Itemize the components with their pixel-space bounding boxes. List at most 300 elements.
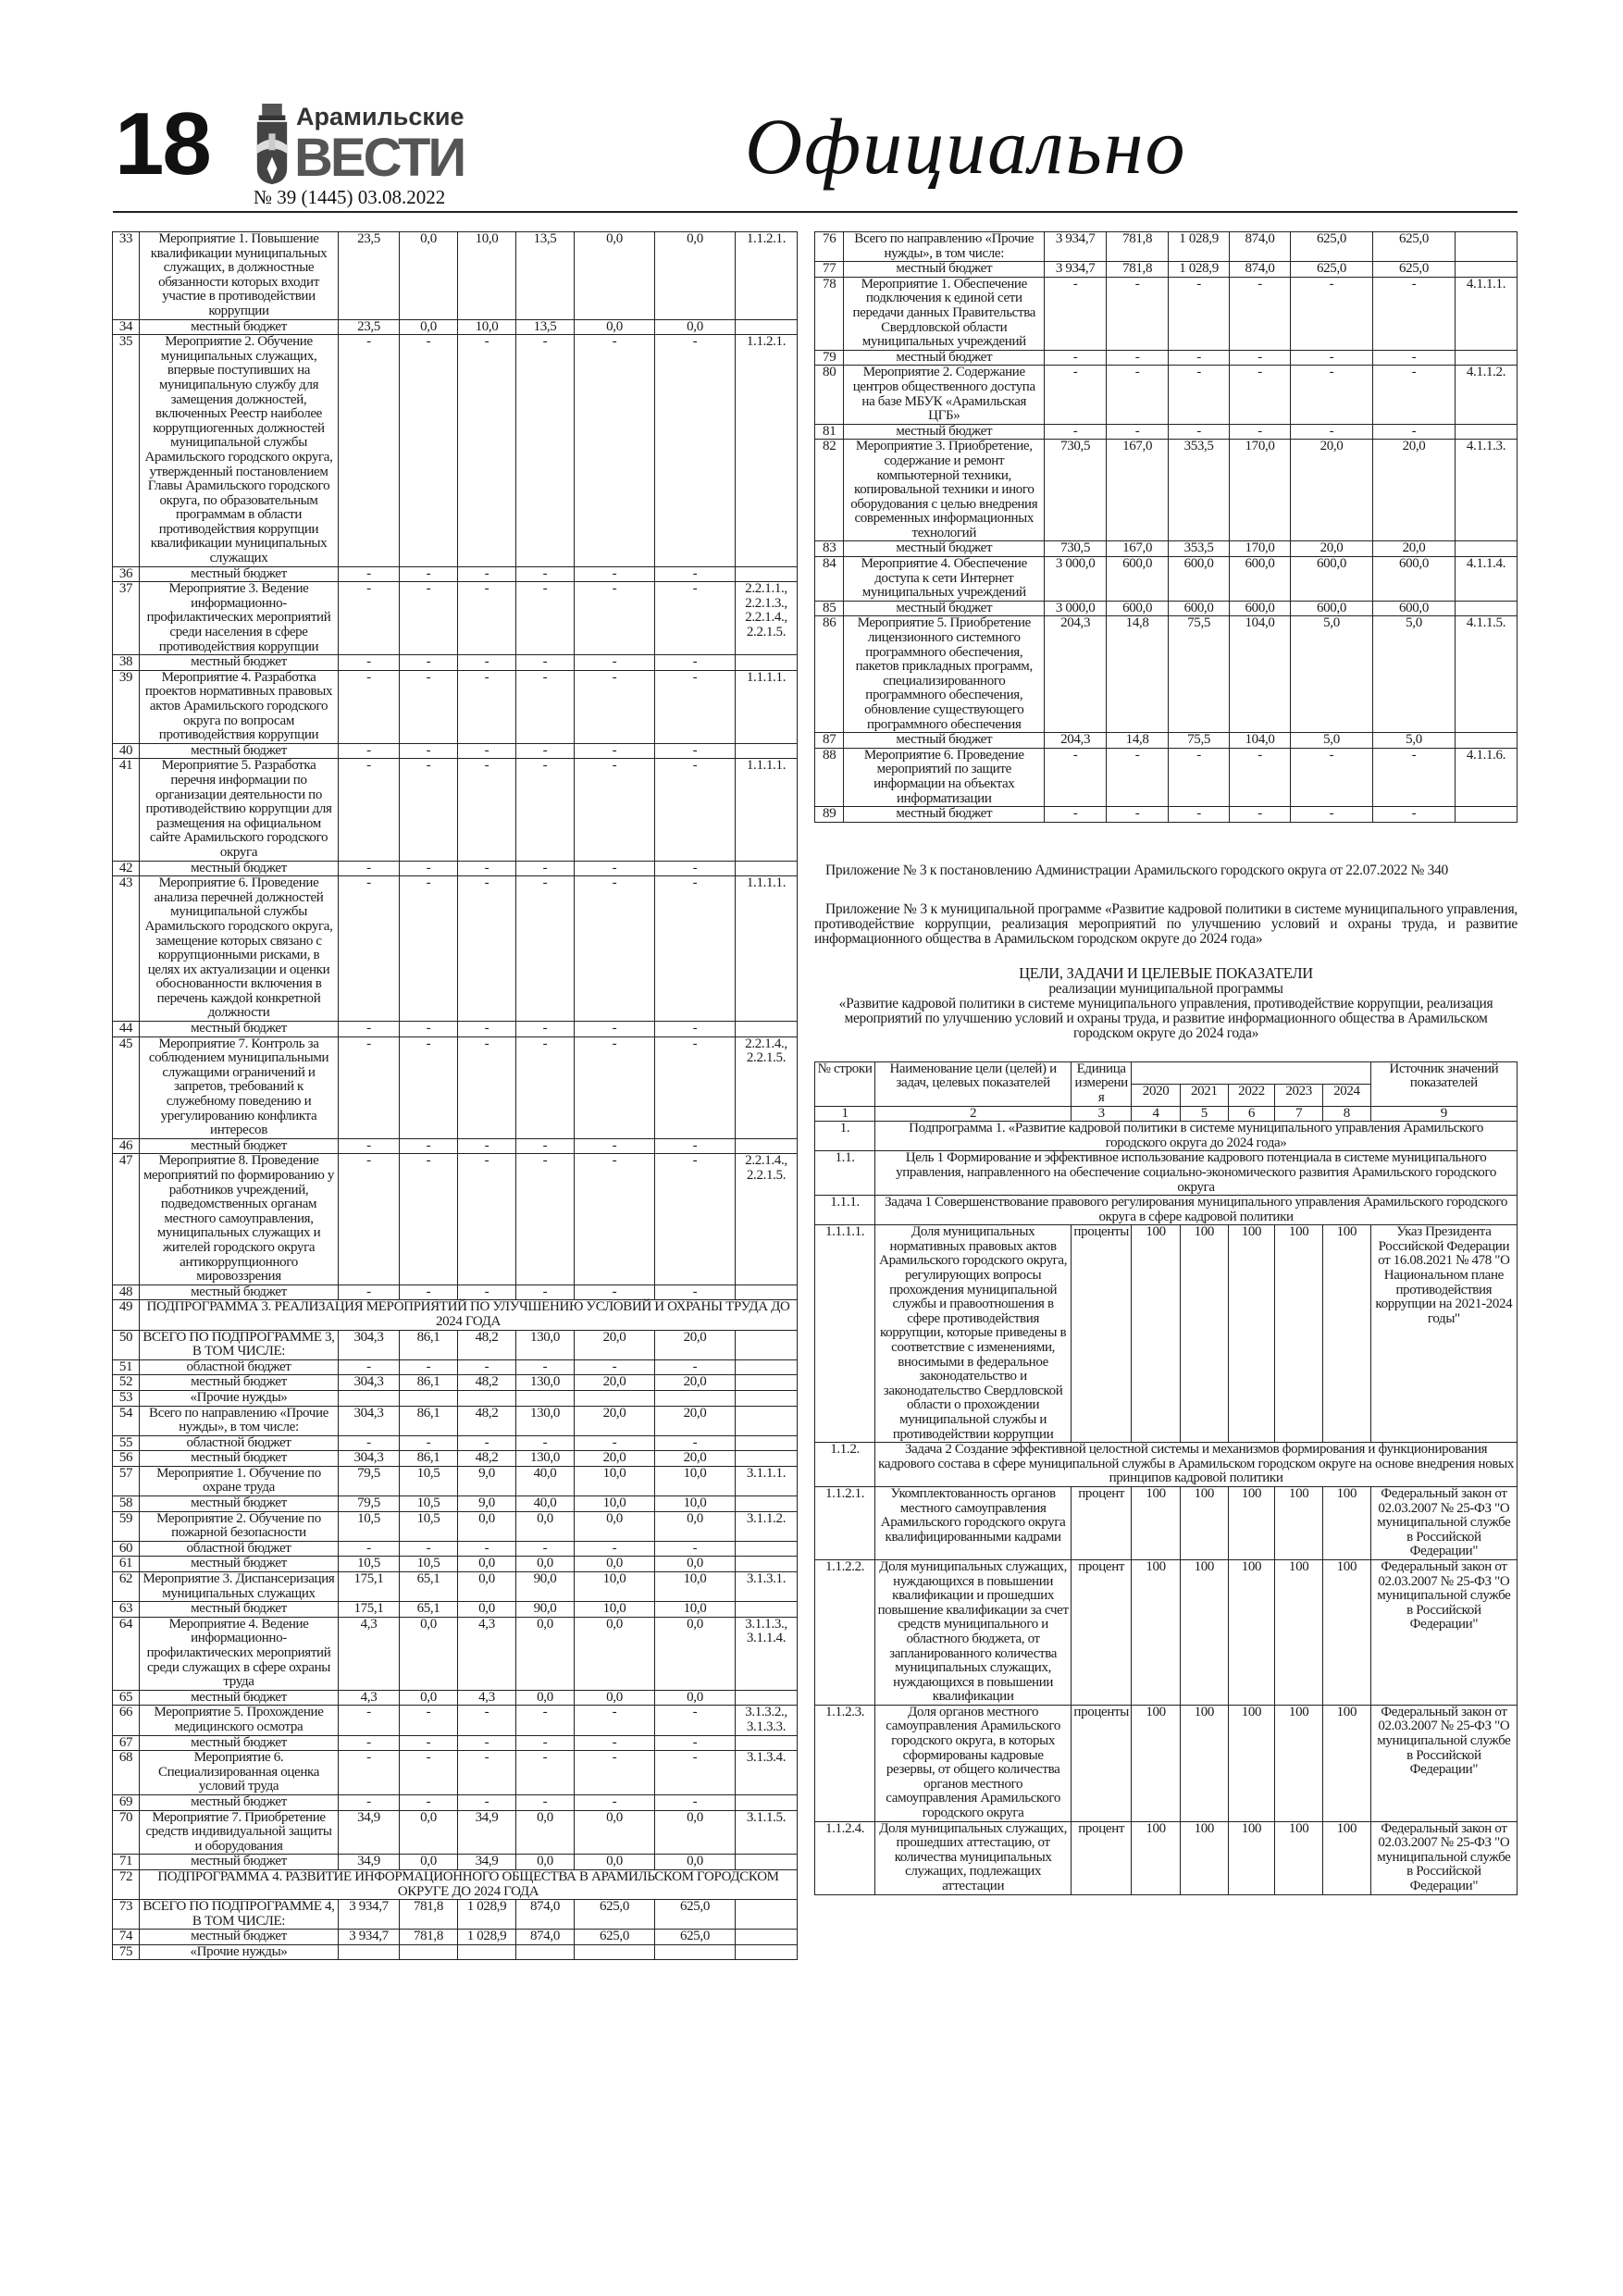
table-row: [113, 1735, 798, 1751]
amount-cell: 600,0: [1373, 601, 1456, 616]
amount-cell: -: [1291, 807, 1373, 823]
goals-row: [815, 1705, 1518, 1821]
amount-cell: 3 000,0: [1045, 557, 1107, 602]
amount-cell: -: [400, 1138, 458, 1154]
table-row: [113, 1869, 798, 1899]
amount-cell: 23,5: [339, 232, 400, 320]
table-row: [113, 876, 798, 1022]
amount-cell: 79,5: [339, 1496, 400, 1512]
amount-cell: 874,0: [516, 1930, 575, 1945]
amount-cell: -: [400, 1794, 458, 1810]
page-number: 18: [115, 94, 210, 193]
amount-cell: 0,0: [655, 319, 736, 335]
amount-cell: -: [1107, 748, 1169, 806]
table-row: [113, 319, 798, 335]
amount-cell: 34,9: [458, 1855, 516, 1870]
source: Федеральный закон от 02.03.2007 № 25-ФЗ "О муниципальной службе в Российской Федерации": [1370, 1705, 1517, 1821]
header-name: Наименование цели (целей) и задач, целевых показателей: [875, 1061, 1072, 1106]
goals-row: [815, 1443, 1518, 1487]
amount-cell: 34,9: [339, 1810, 400, 1855]
amount-cell: 4,3: [339, 1690, 400, 1706]
table-row: [815, 616, 1518, 733]
amount-cell: -: [458, 1036, 516, 1138]
amount-cell: [458, 1390, 516, 1406]
row-name: областной бюджет: [140, 1541, 339, 1557]
target-code: [736, 1138, 798, 1154]
amount-cell: -: [400, 670, 458, 743]
amount-cell: -: [1230, 748, 1291, 806]
goals-column-numbers-row: [815, 1106, 1518, 1122]
amount-cell: -: [1169, 424, 1230, 440]
amount-cell: -: [575, 566, 655, 582]
table-row: [113, 1466, 798, 1496]
goals-table: [814, 1061, 1518, 1895]
goals-row: [815, 1486, 1518, 1559]
amount-cell: -: [339, 1735, 400, 1751]
amount-cell: 13,5: [516, 319, 575, 335]
amount-cell: 0,0: [516, 1617, 575, 1690]
amount-cell: -: [1107, 277, 1169, 350]
amount-cell: -: [458, 1138, 516, 1154]
amount-cell: 600,0: [1291, 601, 1373, 616]
target-code: [736, 1359, 798, 1375]
row-name: местный бюджет: [140, 1375, 339, 1391]
amount-cell: 0,0: [575, 1617, 655, 1690]
row-number: 88: [815, 748, 844, 806]
row-number: 52: [113, 1375, 140, 1391]
amount-cell: 130,0: [516, 1330, 575, 1359]
amount-cell: [655, 1390, 736, 1406]
target-code: [1455, 807, 1517, 823]
amount-cell: [516, 1390, 575, 1406]
amount-cell: 10,0: [655, 1572, 736, 1602]
amount-cell: -: [458, 1154, 516, 1285]
amount-cell: 0,0: [400, 1617, 458, 1690]
amount-cell: 20,0: [1373, 440, 1456, 541]
row-code: 1.: [815, 1122, 875, 1151]
amount-cell: 13,5: [516, 232, 575, 320]
amount-cell: -: [400, 655, 458, 671]
amount-cell: -: [655, 566, 736, 582]
row-name: местный бюджет: [140, 1602, 339, 1618]
target-code: 1.1.1.1.: [736, 759, 798, 861]
target-code: [736, 1022, 798, 1037]
amount-cell: -: [339, 1138, 400, 1154]
target-code: [736, 319, 798, 335]
amount-cell: -: [1373, 748, 1456, 806]
row-number: 37: [113, 582, 140, 655]
issue-info: № 39 (1445) 03.08.2022: [254, 186, 446, 208]
goals-row: [815, 1559, 1518, 1705]
amount-cell: 167,0: [1107, 440, 1169, 541]
amount-cell: -: [339, 759, 400, 861]
amount-cell: [458, 1944, 516, 1960]
target-code: [736, 1496, 798, 1512]
amount-cell: -: [516, 670, 575, 743]
amount-cell: -: [655, 655, 736, 671]
amount-cell: -: [1169, 807, 1230, 823]
amount-cell: -: [655, 876, 736, 1022]
amount-cell: -: [458, 861, 516, 876]
row-number: 71: [113, 1855, 140, 1870]
row-number: 78: [815, 277, 844, 350]
row-name: местный бюджет: [140, 655, 339, 671]
amount-cell: 781,8: [400, 1900, 458, 1930]
amount-cell: -: [1373, 807, 1456, 823]
amount-cell: 1 028,9: [458, 1900, 516, 1930]
amount-cell: -: [1373, 277, 1456, 350]
amount-cell: 104,0: [1230, 616, 1291, 733]
target-code: 4.1.1.3.: [1455, 440, 1517, 541]
year-value: 100: [1275, 1486, 1323, 1559]
amount-cell: -: [1107, 350, 1169, 366]
row-code: 1.1.2.1.: [815, 1486, 875, 1559]
amount-cell: [655, 1944, 736, 1960]
amount-cell: -: [575, 1359, 655, 1375]
amount-cell: 600,0: [1291, 557, 1373, 602]
amount-cell: -: [516, 1022, 575, 1037]
table-row: [113, 1285, 798, 1300]
target-code: [736, 1557, 798, 1572]
goals-row: [815, 1196, 1518, 1225]
amount-cell: 20,0: [655, 1451, 736, 1467]
amount-cell: -: [1045, 350, 1107, 366]
column-number: 7: [1275, 1106, 1323, 1122]
goal-heading: Цель 1 Формирование и эффективное использование кадрового потенциала в системе муниципального управления, направленного на обеспечение социально-экономического развития Арамильского городского округа: [875, 1151, 1518, 1196]
row-name: «Прочие нужды»: [140, 1390, 339, 1406]
row-name: местный бюджет: [844, 733, 1045, 749]
goals-row: [815, 1151, 1518, 1196]
row-number: 51: [113, 1359, 140, 1375]
row-number: 81: [815, 424, 844, 440]
amount-cell: 304,3: [339, 1330, 400, 1359]
table-row: [815, 232, 1518, 262]
amount-cell: 10,0: [655, 1466, 736, 1496]
amount-cell: -: [1291, 424, 1373, 440]
row-name: Мероприятие 4. Разработка проектов нормативных правовых актов Арамильского городского округа по вопросам противодействия коррупции: [140, 670, 339, 743]
amount-cell: -: [575, 1036, 655, 1138]
amount-cell: [339, 1944, 400, 1960]
amount-cell: -: [339, 861, 400, 876]
amount-cell: 0,0: [655, 1617, 736, 1690]
row-name: местный бюджет: [140, 1930, 339, 1945]
amount-cell: -: [339, 566, 400, 582]
amount-cell: -: [655, 1751, 736, 1795]
row-name: местный бюджет: [844, 807, 1045, 823]
year-value: 100: [1275, 1559, 1323, 1705]
amount-cell: -: [458, 566, 516, 582]
amount-cell: -: [339, 1435, 400, 1451]
year-value: 100: [1132, 1705, 1181, 1821]
target-code: [736, 1930, 798, 1945]
amount-cell: -: [575, 1706, 655, 1735]
amount-cell: 304,3: [339, 1451, 400, 1467]
year-value: 100: [1323, 1486, 1371, 1559]
header-year: 2022: [1228, 1084, 1275, 1106]
amount-cell: 130,0: [516, 1451, 575, 1467]
target-code: [1455, 424, 1517, 440]
target-code: 3.1.3.4.: [736, 1751, 798, 1795]
amount-cell: -: [400, 1359, 458, 1375]
row-code: 1.1.1.1.: [815, 1225, 875, 1443]
amount-cell: -: [1107, 366, 1169, 424]
table-row: [113, 582, 798, 655]
amount-cell: 600,0: [1230, 557, 1291, 602]
row-code: 1.1.1.: [815, 1196, 875, 1225]
amount-cell: 625,0: [1373, 262, 1456, 278]
amount-cell: 4,3: [458, 1617, 516, 1690]
target-code: 1.1.2.1.: [736, 335, 798, 567]
amount-cell: -: [655, 1022, 736, 1037]
amount-cell: -: [516, 1036, 575, 1138]
row-number: 73: [113, 1900, 140, 1930]
row-name: Мероприятие 1. Повышение квалификации муниципальных служащих, в должностные обязанности которых входит участие в противодействии коррупции: [140, 232, 339, 320]
section-title: Официально: [745, 102, 1187, 191]
amount-cell: 1 028,9: [1169, 232, 1230, 262]
year-value: 100: [1180, 1821, 1228, 1894]
amount-cell: -: [458, 1359, 516, 1375]
header-year: 2024: [1323, 1084, 1371, 1106]
amount-cell: -: [1169, 277, 1230, 350]
row-number: 76: [815, 232, 844, 262]
amount-cell: 304,3: [339, 1406, 400, 1435]
target-code: [736, 1735, 798, 1751]
row-number: 39: [113, 670, 140, 743]
target-code: [736, 1390, 798, 1406]
amount-cell: -: [458, 743, 516, 759]
amount-cell: 0,0: [575, 1690, 655, 1706]
amount-cell: 90,0: [516, 1602, 575, 1618]
amount-cell: -: [575, 335, 655, 567]
row-number: 83: [815, 541, 844, 557]
target-code: [736, 1406, 798, 1435]
amount-cell: 0,0: [655, 1810, 736, 1855]
goals-header-row: [815, 1061, 1518, 1084]
left-column: [112, 231, 797, 1960]
amount-cell: -: [516, 582, 575, 655]
row-number: 38: [113, 655, 140, 671]
amount-cell: -: [400, 1541, 458, 1557]
amount-cell: -: [1230, 350, 1291, 366]
row-number: 42: [113, 861, 140, 876]
row-name: Мероприятие 3. Ведение информационно-профилактических мероприятий среди населения в сфере противодействия коррупции: [140, 582, 339, 655]
year-value: 100: [1323, 1705, 1371, 1821]
amount-cell: -: [1045, 424, 1107, 440]
row-name: Мероприятие 2. Обучение муниципальных служащих, впервые поступивших на муниципальную службу для замещения должностей, включенных Реестр наиболее коррупциогенных должностей муниципальной службы Арамильского городского округа, утвержденный постановлением Главы Арамильского городского округа, по образовательным программам в области противодействия коррупции квалификации муниципальных служащих: [140, 335, 339, 567]
amount-cell: -: [1169, 366, 1230, 424]
row-name: областной бюджет: [140, 1435, 339, 1451]
table-row: [113, 1022, 798, 1037]
row-name: Мероприятие 3. Приобретение, содержание и ремонт компьютерной техники, копировальной техники и иного оборудования с целью внедрения современных информационных технологий: [844, 440, 1045, 541]
amount-cell: -: [339, 1154, 400, 1285]
amount-cell: 10,0: [575, 1602, 655, 1618]
row-name: местный бюджет: [140, 1794, 339, 1810]
table-row: [113, 1900, 798, 1930]
amount-cell: -: [516, 1794, 575, 1810]
table-row: [815, 557, 1518, 602]
target-code: [736, 566, 798, 582]
amount-cell: -: [339, 335, 400, 567]
amount-cell: -: [400, 1751, 458, 1795]
source: Федеральный закон от 02.03.2007 № 25-ФЗ "О муниципальной службе в Российской Федерации": [1370, 1821, 1517, 1894]
amount-cell: -: [339, 1794, 400, 1810]
target-code: [1455, 733, 1517, 749]
row-name: Мероприятие 5. Разработка перечня информации по организации деятельности по противодействию коррупции для размещения на официальном сайте Арамильского городского округа: [140, 759, 339, 861]
row-code: 1.1.2.4.: [815, 1821, 875, 1894]
target-code: 1.1.1.1.: [736, 670, 798, 743]
row-number: 48: [113, 1285, 140, 1300]
amount-cell: -: [575, 582, 655, 655]
row-number: 41: [113, 759, 140, 861]
table-row: [113, 232, 798, 320]
amount-cell: -: [655, 670, 736, 743]
table-row: [113, 1435, 798, 1451]
source: Указ Президента Российской Федерации от 16.08.2021 № 478 "О Национальном плане противодействия коррупции на 2021-2024 годы": [1370, 1225, 1517, 1443]
amount-cell: 625,0: [655, 1930, 736, 1945]
amount-cell: 0,0: [516, 1810, 575, 1855]
row-name: местный бюджет: [140, 1855, 339, 1870]
amount-cell: 10,0: [575, 1496, 655, 1512]
table-row: [113, 1810, 798, 1855]
row-number: 59: [113, 1511, 140, 1541]
row-name: Мероприятие 4. Ведение информационно-профилактических мероприятий среди служащих в сфере охраны труда: [140, 1617, 339, 1690]
amount-cell: 75,5: [1169, 616, 1230, 733]
table-row: [113, 1375, 798, 1391]
table-row: [113, 861, 798, 876]
amount-cell: -: [655, 582, 736, 655]
row-code: 1.1.: [815, 1151, 875, 1196]
amount-cell: -: [458, 1706, 516, 1735]
amount-cell: -: [655, 1359, 736, 1375]
amount-cell: -: [400, 1285, 458, 1300]
amount-cell: -: [1107, 807, 1169, 823]
year-value: 100: [1323, 1821, 1371, 1894]
row-name: ВСЕГО ПО ПОДПРОГРАММЕ 3, В ТОМ ЧИСЛЕ:: [140, 1330, 339, 1359]
target-code: [736, 1690, 798, 1706]
amount-cell: 0,0: [516, 1511, 575, 1541]
amount-cell: 20,0: [575, 1375, 655, 1391]
amount-cell: 0,0: [575, 1511, 655, 1541]
table-row: [113, 670, 798, 743]
amount-cell: 10,0: [655, 1602, 736, 1618]
subprogram-heading: ПОДПРОГРАММА 3. РЕАЛИЗАЦИЯ МЕРОПРИЯТИЙ ПО УЛУЧШЕНИЮ УСЛОВИЙ И ОХРАНЫ ТРУДА ДО 2024 ГОДА: [140, 1300, 798, 1330]
amount-cell: -: [575, 1138, 655, 1154]
amount-cell: -: [1045, 807, 1107, 823]
row-number: 74: [113, 1930, 140, 1945]
row-number: 57: [113, 1466, 140, 1496]
amount-cell: 65,1: [400, 1602, 458, 1618]
budget-table-right: [814, 231, 1518, 823]
target-code: [736, 1375, 798, 1391]
row-name: Мероприятие 4. Обеспечение доступа к сети Интернет муниципальных учреждений: [844, 557, 1045, 602]
amount-cell: 0,0: [575, 232, 655, 320]
amount-cell: 0,0: [458, 1511, 516, 1541]
amount-cell: 23,5: [339, 319, 400, 335]
amount-cell: 20,0: [575, 1451, 655, 1467]
amount-cell: -: [655, 759, 736, 861]
target-code: 1.1.1.1.: [736, 876, 798, 1022]
row-name: местный бюджет: [844, 541, 1045, 557]
row-name: областной бюджет: [140, 1359, 339, 1375]
row-number: 58: [113, 1496, 140, 1512]
amount-cell: 625,0: [655, 1900, 736, 1930]
amount-cell: 5,0: [1291, 733, 1373, 749]
table-row: [113, 1330, 798, 1359]
amount-cell: 10,0: [575, 1572, 655, 1602]
amount-cell: 40,0: [516, 1496, 575, 1512]
amount-cell: 104,0: [1230, 733, 1291, 749]
row-number: 56: [113, 1451, 140, 1467]
amount-cell: -: [575, 1751, 655, 1795]
amount-cell: 0,0: [400, 1855, 458, 1870]
row-number: 61: [113, 1557, 140, 1572]
target-code: 4.1.1.5.: [1455, 616, 1517, 733]
column-number: 9: [1370, 1106, 1517, 1122]
amount-cell: -: [575, 1794, 655, 1810]
target-code: [1455, 350, 1517, 366]
year-value: 100: [1228, 1821, 1275, 1894]
row-number: 44: [113, 1022, 140, 1037]
amount-cell: -: [400, 876, 458, 1022]
row-number: 62: [113, 1572, 140, 1602]
row-name: местный бюджет: [140, 1735, 339, 1751]
amount-cell: 48,2: [458, 1375, 516, 1391]
table-row: [113, 1794, 798, 1810]
row-number: 67: [113, 1735, 140, 1751]
amount-cell: -: [1169, 748, 1230, 806]
amount-cell: 0,0: [400, 1810, 458, 1855]
amount-cell: 600,0: [1169, 557, 1230, 602]
amount-cell: 0,0: [655, 232, 736, 320]
row-number: 54: [113, 1406, 140, 1435]
row-number: 72: [113, 1869, 140, 1899]
amount-cell: 10,5: [339, 1557, 400, 1572]
amount-cell: 10,0: [575, 1466, 655, 1496]
target-code: 3.1.1.2.: [736, 1511, 798, 1541]
amount-cell: -: [1230, 807, 1291, 823]
amount-cell: 600,0: [1373, 557, 1456, 602]
amount-cell: -: [575, 876, 655, 1022]
year-value: 100: [1323, 1559, 1371, 1705]
amount-cell: -: [575, 861, 655, 876]
year-value: 100: [1228, 1486, 1275, 1559]
header-year: 2021: [1180, 1084, 1228, 1106]
amount-cell: -: [1045, 366, 1107, 424]
target-code: [736, 1855, 798, 1870]
table-row: [113, 1572, 798, 1602]
amount-cell: -: [458, 335, 516, 567]
amount-cell: 1 028,9: [458, 1930, 516, 1945]
amount-cell: 0,0: [655, 1690, 736, 1706]
goals-program-name: «Развитие кадровой политики в системе муниципального управления, противодействие коррупции, реализация мероприятий по улучшению условий и охраны труда, и развитие информационного общества в Арамильском городском округе до 2024 года»: [838, 995, 1493, 1041]
amount-cell: 204,3: [1045, 616, 1107, 733]
row-name: Мероприятие 5. Прохождение медицинского осмотра: [140, 1706, 339, 1735]
row-code: 1.1.2.3.: [815, 1705, 875, 1821]
table-row: [815, 262, 1518, 278]
target-code: [736, 655, 798, 671]
amount-cell: -: [516, 1285, 575, 1300]
header-source: Источник значений показателей: [1370, 1061, 1517, 1106]
row-number: 80: [815, 366, 844, 424]
table-row: [113, 1300, 798, 1330]
target-code: 4.1.1.1.: [1455, 277, 1517, 350]
row-name: местный бюджет: [140, 1451, 339, 1467]
amount-cell: -: [400, 335, 458, 567]
amount-cell: 10,0: [458, 319, 516, 335]
amount-cell: -: [655, 335, 736, 567]
goals-row: [815, 1122, 1518, 1151]
target-code: [736, 743, 798, 759]
